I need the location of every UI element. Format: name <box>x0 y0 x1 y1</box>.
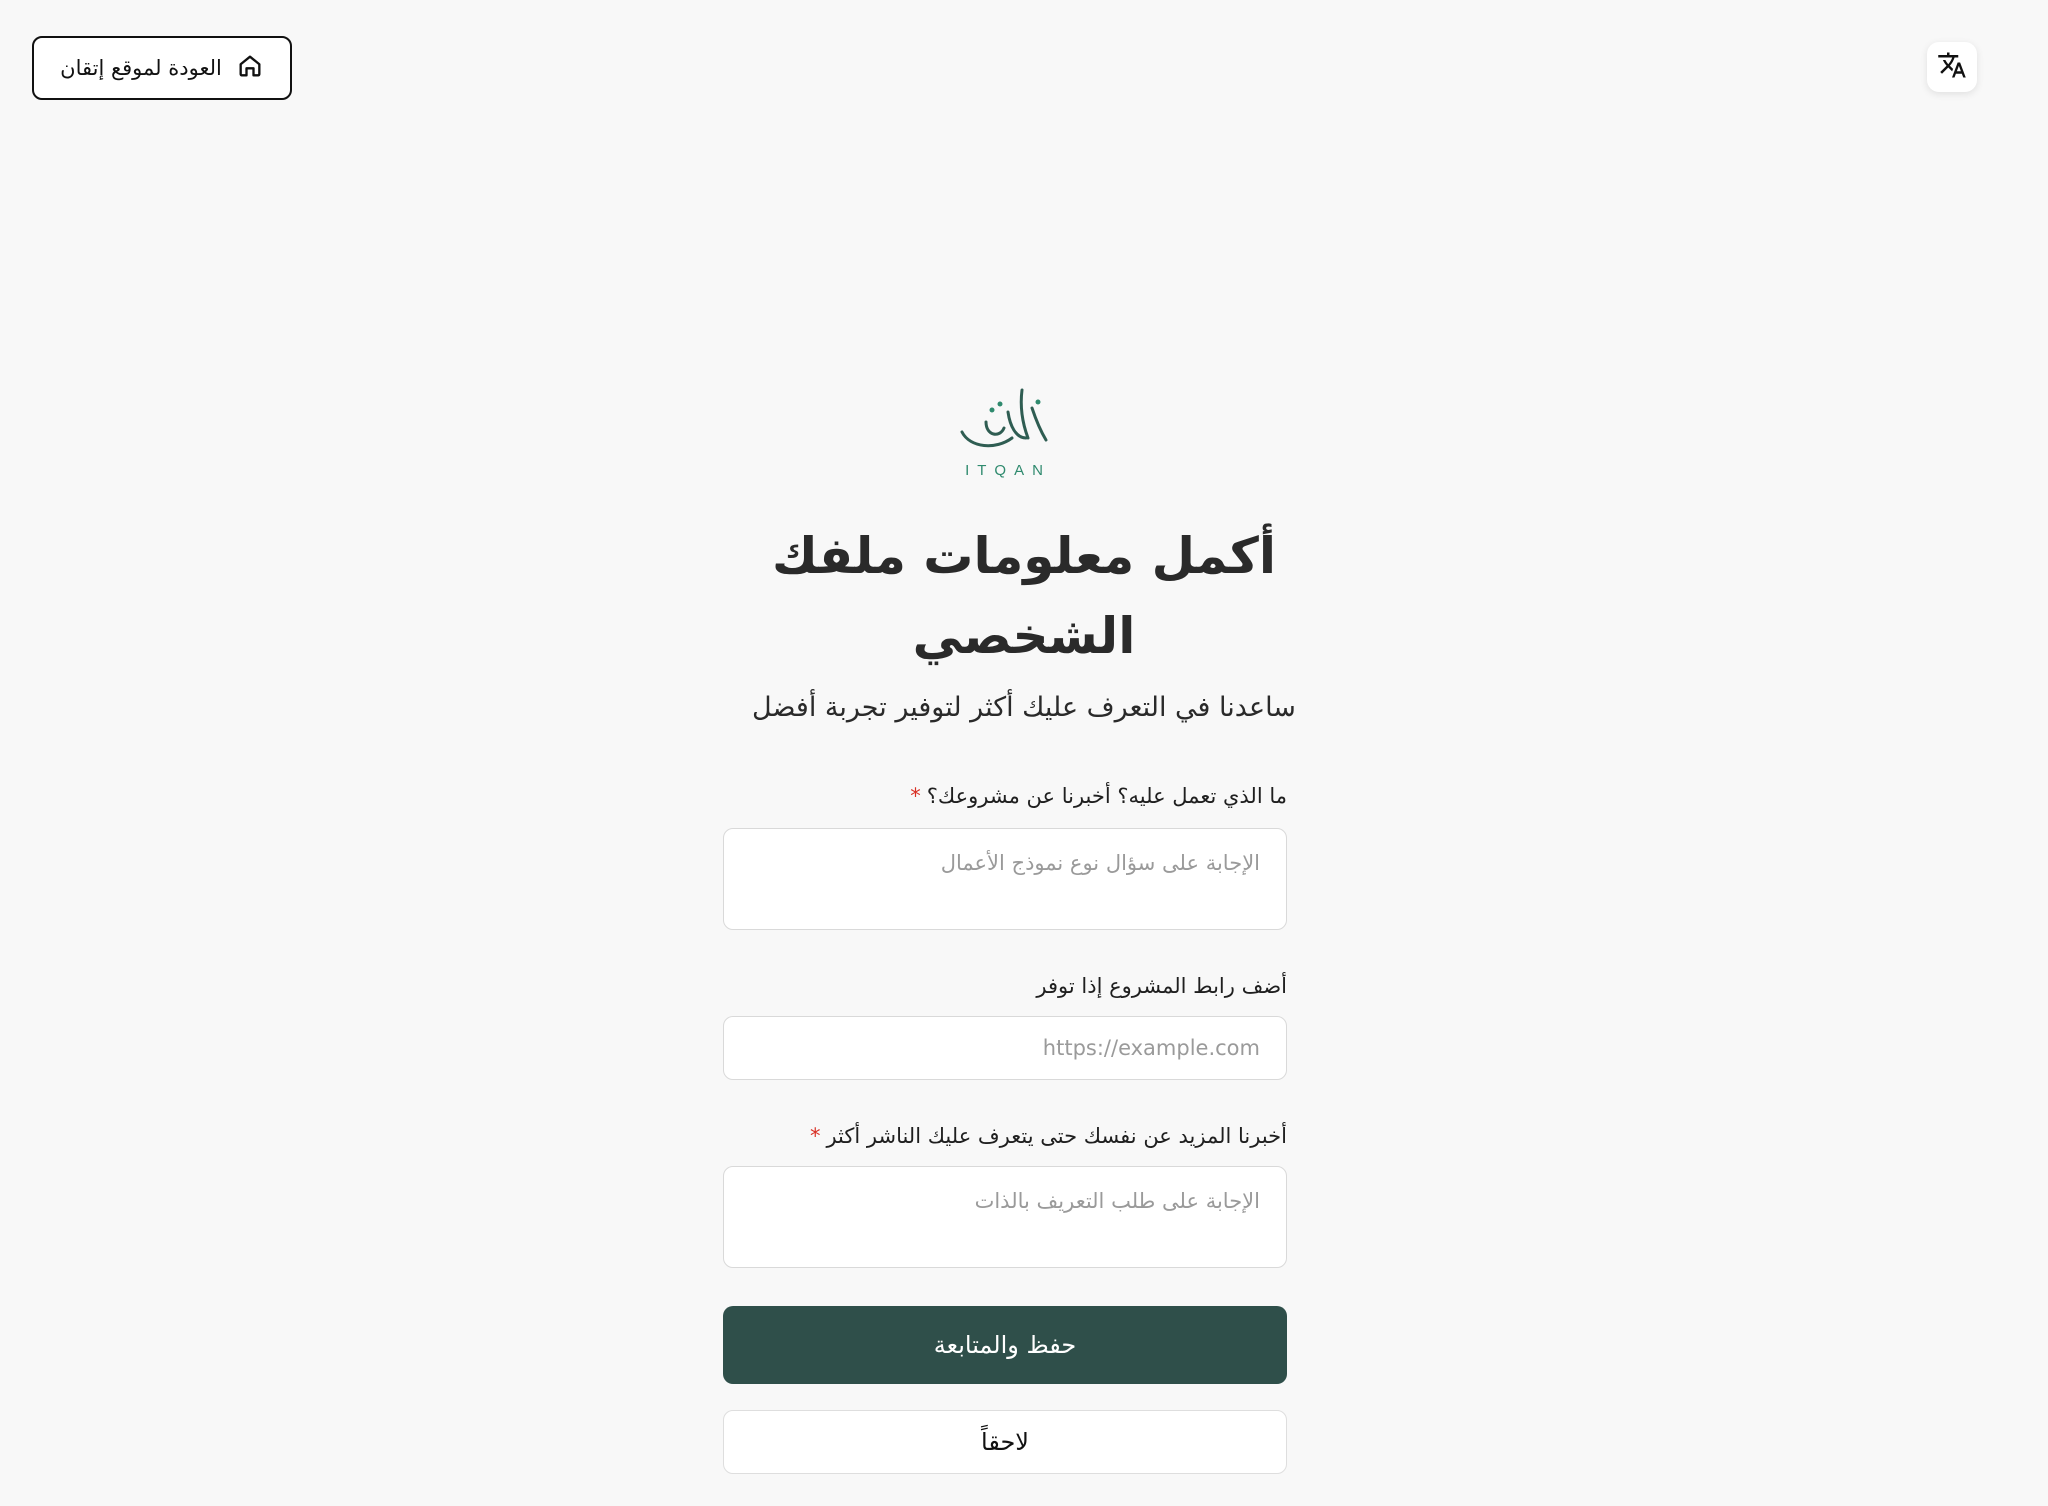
home-icon <box>236 52 264 85</box>
page-subtitle: ساعدنا في التعرف عليك أكثر لتوفير تجربة أفضل <box>752 692 1296 723</box>
back-to-site-button[interactable] <box>32 36 292 100</box>
project-link-input[interactable] <box>723 1016 1287 1080</box>
project-link-label: أضف رابط المشروع إذا توفر <box>1036 974 1287 998</box>
about-label-text: أخبرنا المزيد عن نفسك حتى يتعرف عليك الناشر أكثر <box>826 1124 1287 1148</box>
save-and-continue-button[interactable]: حفظ والمتابعة <box>723 1306 1287 1384</box>
back-to-site-label: العودة لموقع إتقان <box>60 56 222 80</box>
required-mark: * <box>809 1124 821 1148</box>
language-toggle-button[interactable] <box>1927 42 1977 92</box>
project-label-text: ما الذي تعمل عليه؟ أخبرنا عن مشروعك؟ <box>926 784 1287 808</box>
itqan-logo <box>954 382 1054 482</box>
required-mark: * <box>910 784 921 808</box>
project-description-textarea[interactable] <box>723 828 1287 930</box>
later-button[interactable]: لاحقاً <box>723 1410 1287 1474</box>
translate-icon <box>1937 50 1967 84</box>
profile-form <box>723 780 1287 1474</box>
about-field-label <box>723 1120 1287 1152</box>
page-title: أكمل معلومات ملفك الشخصي <box>771 527 1276 665</box>
about-yourself-textarea[interactable] <box>723 1166 1287 1268</box>
project-field-label <box>723 780 1287 812</box>
logo-text: ITQAN <box>965 462 1051 479</box>
